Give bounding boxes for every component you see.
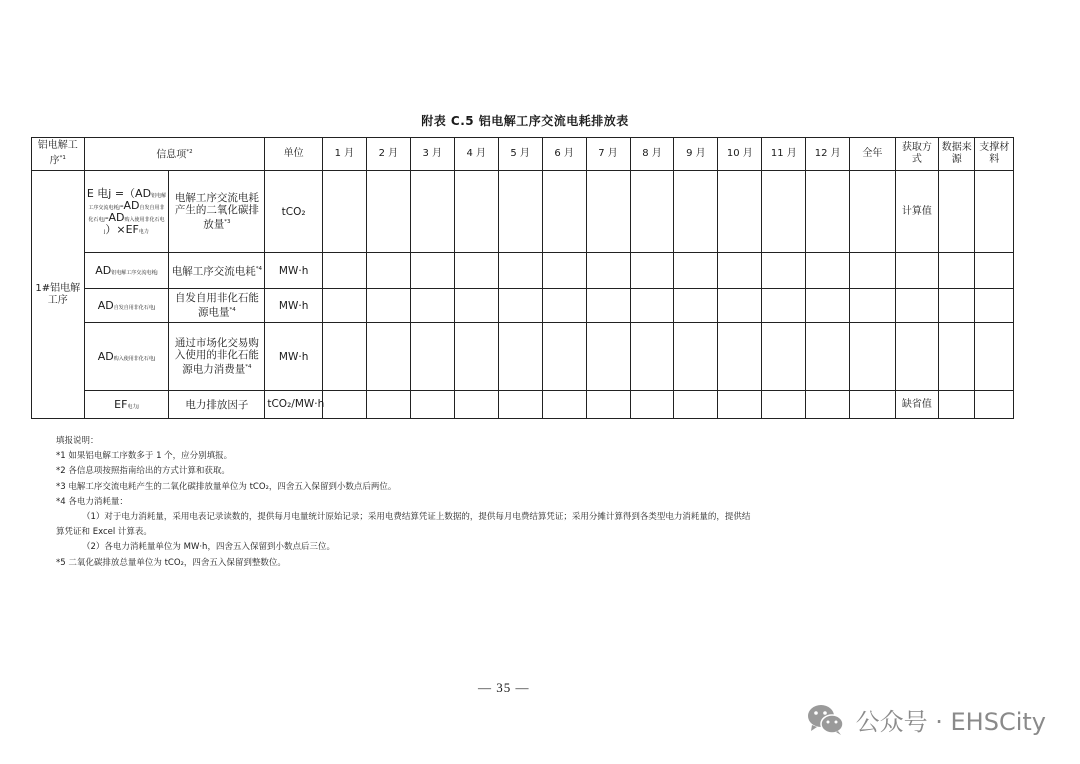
month-input-cell[interactable] (366, 391, 410, 419)
month-input-cell[interactable] (586, 323, 630, 391)
header-month: 1 月 (322, 138, 366, 171)
month-input-cell[interactable] (718, 253, 762, 289)
header-month: 2 月 (366, 138, 410, 171)
full-year-cell[interactable] (850, 171, 895, 253)
formula-cell: AD自发自用非化石电j (84, 289, 169, 323)
month-input-cell[interactable] (762, 289, 806, 323)
note-4-item-1-cont: 算凭证和 Excel 计算表。 (56, 527, 152, 538)
header-month: 7 月 (586, 138, 630, 171)
header-info: 信息项$^{*2}$ (84, 138, 265, 171)
header-support: 支撑材料 (975, 138, 1014, 171)
month-input-cell[interactable] (410, 391, 454, 419)
month-input-cell[interactable] (586, 171, 630, 253)
description-cell: 电解工序交流电耗产生的二氧化碳排放量$^{*3}$ (169, 171, 265, 253)
month-input-cell[interactable] (718, 289, 762, 323)
month-input-cell[interactable] (322, 253, 366, 289)
month-input-cell[interactable] (630, 171, 674, 253)
month-input-cell[interactable] (762, 253, 806, 289)
month-input-cell[interactable] (322, 323, 366, 391)
month-input-cell[interactable] (762, 171, 806, 253)
month-input-cell[interactable] (718, 323, 762, 391)
table-row (32, 323, 1014, 391)
support-cell[interactable] (975, 171, 1014, 253)
watermark-text: 公众号 · EHSCity (855, 708, 1046, 736)
description-cell: 通过市场化交易购入使用的非化石能源电力消费量$^{*4}$ (169, 323, 265, 391)
note-1: *1 如果铝电解工序数多于 1 个，应分别填报。 (56, 451, 233, 462)
source-cell[interactable] (939, 171, 975, 253)
header-month: 4 月 (454, 138, 498, 171)
month-input-cell[interactable] (410, 289, 454, 323)
month-input-cell[interactable] (366, 289, 410, 323)
month-input-cell[interactable] (586, 391, 630, 419)
month-input-cell[interactable] (630, 253, 674, 289)
month-input-cell[interactable] (630, 323, 674, 391)
support-cell[interactable] (975, 289, 1014, 323)
month-input-cell[interactable] (410, 323, 454, 391)
month-input-cell[interactable] (454, 323, 498, 391)
header-source: 数据来源 (939, 138, 975, 171)
formula-cell: AD购入使用非化石电j (84, 323, 169, 391)
month-input-cell[interactable] (542, 391, 586, 419)
unit-cell: tCO₂ (265, 171, 323, 253)
method-cell (895, 323, 938, 391)
month-input-cell[interactable] (762, 323, 806, 391)
unit-cell: MW·h (265, 253, 323, 289)
month-input-cell[interactable] (454, 391, 498, 419)
description-cell: 电力排放因子 (169, 391, 265, 419)
month-input-cell[interactable] (630, 391, 674, 419)
process-name-cell: 1#铝电解工序 (32, 171, 85, 419)
month-input-cell[interactable] (674, 323, 718, 391)
month-input-cell[interactable] (410, 253, 454, 289)
month-input-cell[interactable] (718, 171, 762, 253)
header-month: 5 月 (498, 138, 542, 171)
formula-cell: EF电力j (84, 391, 169, 419)
note-4-item-2: （2）各电力消耗量单位为 MW·h，四舍五入保留到小数点后三位。 (82, 542, 335, 553)
month-input-cell[interactable] (674, 391, 718, 419)
method-cell (895, 253, 938, 289)
table-title: 附表 C.5 铝电解工序交流电耗排放表 (421, 114, 629, 128)
month-input-cell[interactable] (366, 171, 410, 253)
note-4-item-1: （1）对于电力消耗量，采用电表记录读数的，提供每月电量统计原始记录；采用电费结算凭证上数据的，提供每月电费结算凭证；采用分摊计算得到各类型电力消耗量的，提供结 (82, 512, 751, 523)
month-input-cell[interactable] (498, 289, 542, 323)
method-cell: 计算值 (895, 171, 938, 253)
month-input-cell[interactable] (498, 323, 542, 391)
month-input-cell[interactable] (542, 323, 586, 391)
header-method: 获取方式 (895, 138, 938, 171)
watermark (806, 702, 1046, 737)
unit-cell: tCO₂/MW·h (265, 391, 323, 419)
month-input-cell[interactable] (674, 171, 718, 253)
header-process: 铝电解工序$^{*1}$ (32, 138, 85, 171)
month-input-cell[interactable] (322, 171, 366, 253)
month-input-cell[interactable] (542, 253, 586, 289)
full-year-cell[interactable] (850, 289, 895, 323)
table-row (32, 289, 1014, 323)
header-row (32, 138, 1014, 171)
note-2: *2 各信息项按照指南给出的方式计算和获取。 (56, 466, 230, 477)
wechat-icon (806, 703, 846, 737)
month-input-cell[interactable] (542, 171, 586, 253)
note-5: *5 二氧化碳排放总量单位为 tCO₂，四舍五入保留到整数位。 (56, 557, 286, 568)
emission-table (31, 137, 1014, 419)
header-month: 10 月 (718, 138, 762, 171)
month-input-cell[interactable] (322, 289, 366, 323)
month-input-cell[interactable] (586, 289, 630, 323)
header-month: 12 月 (806, 138, 850, 171)
page-number: — 35 — (478, 680, 530, 695)
header-month: 11 月 (762, 138, 806, 171)
month-input-cell[interactable] (586, 253, 630, 289)
month-input-cell[interactable] (498, 171, 542, 253)
header-month: 9 月 (674, 138, 718, 171)
month-input-cell[interactable] (498, 391, 542, 419)
header-unit: 单位 (265, 138, 323, 171)
unit-cell: MW·h (265, 289, 323, 323)
method-cell (895, 289, 938, 323)
month-input-cell[interactable] (366, 323, 410, 391)
month-input-cell[interactable] (718, 391, 762, 419)
table-row (32, 253, 1014, 289)
source-cell[interactable] (939, 289, 975, 323)
header-full-year: 全年 (850, 138, 895, 171)
filling-notes (56, 434, 1016, 571)
description-cell: 电解工序交流电耗$^{*4}$ (169, 253, 265, 289)
support-cell[interactable] (975, 323, 1014, 391)
month-input-cell[interactable] (366, 253, 410, 289)
source-cell[interactable] (939, 323, 975, 391)
formula-cell: E 电j =（AD铝电解工序交流电耗j-AD自发自用非化石电j-AD购入使用非化石电j）×EF电力 (84, 171, 169, 253)
month-input-cell[interactable] (322, 391, 366, 419)
month-input-cell[interactable] (806, 323, 850, 391)
month-input-cell[interactable] (806, 289, 850, 323)
header-month: 6 月 (542, 138, 586, 171)
notes-heading: 填报说明： (56, 436, 99, 446)
note-3: *3 电解工序交流电耗产生的二氧化碳排放量单位为 tCO₂，四舍五入保留到小数点后两位。 (56, 481, 397, 492)
header-month: 8 月 (630, 138, 674, 171)
table-row (32, 171, 1014, 253)
source-cell[interactable] (939, 253, 975, 289)
header-month: 3 月 (410, 138, 454, 171)
month-input-cell[interactable] (410, 171, 454, 253)
month-input-cell[interactable] (674, 253, 718, 289)
month-input-cell[interactable] (630, 289, 674, 323)
month-input-cell[interactable] (454, 171, 498, 253)
month-input-cell[interactable] (762, 391, 806, 419)
support-cell[interactable] (975, 391, 1014, 419)
full-year-cell[interactable] (850, 391, 895, 419)
unit-cell: MW·h (265, 323, 323, 391)
note-4: *4 各电力消耗量： (56, 496, 128, 507)
month-input-cell[interactable] (806, 391, 850, 419)
full-year-cell[interactable] (850, 323, 895, 391)
source-cell[interactable] (939, 391, 975, 419)
month-input-cell[interactable] (542, 289, 586, 323)
month-input-cell[interactable] (498, 253, 542, 289)
formula-cell: AD铝电解工序交流电耗j (84, 253, 169, 289)
month-input-cell[interactable] (806, 253, 850, 289)
month-input-cell[interactable] (674, 289, 718, 323)
month-input-cell[interactable] (806, 171, 850, 253)
month-input-cell[interactable] (454, 253, 498, 289)
full-year-cell[interactable] (850, 253, 895, 289)
support-cell[interactable] (975, 253, 1014, 289)
table-row (32, 391, 1014, 419)
description-cell: 自发自用非化石能源电量$^{*4}$ (169, 289, 265, 323)
method-cell: 缺省值 (895, 391, 938, 419)
month-input-cell[interactable] (454, 289, 498, 323)
